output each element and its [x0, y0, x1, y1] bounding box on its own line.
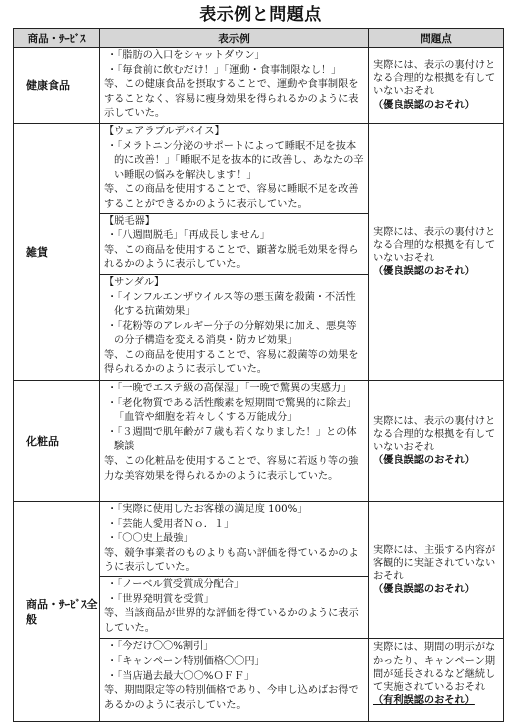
- example-cell: [100, 502, 369, 639]
- example-text: 等、この商品を使用することで、容易に殺菌等の効果を得られるかのように表示していた。: [104, 349, 359, 376]
- header-product: 商品・ｻｰﾋﾞｽ: [14, 29, 100, 48]
- example-text: 等、当該商品が世界的な評価を得ているかのように表示していた。: [104, 608, 359, 634]
- problem-cell: [369, 48, 504, 124]
- example-bullet: ・「〇〇史上最強」: [107, 533, 194, 545]
- example-text: 等、この健康食品を摂取することで、運動や食事制限をすることなく、容易に痩身効果を得られるかのように表示していた。: [104, 79, 359, 120]
- example-group: [104, 503, 365, 576]
- example-cell: [100, 123, 369, 380]
- problem-text: 実際には、表示の裏付けとなる合理的な根拠を有していないおそれ: [373, 415, 496, 454]
- example-bullet: ・「実際に使用したお客様の満足度 100%」: [107, 504, 308, 516]
- problem-cell: [369, 123, 504, 380]
- example-group: [100, 576, 368, 637]
- example-bullet: ・「一晩でエステ級の高保湿」「一晩で驚異の実感力」: [107, 383, 352, 395]
- problem-cell: [369, 639, 504, 722]
- warning-label: （優良誤認のおそれ）: [373, 455, 475, 467]
- category-cell: 商品・ｻｰﾋﾞｽ全般: [14, 502, 100, 722]
- example-bullet: ・「老化物質である活性酸素を短期間で驚異的に除去」「血管や細胞を若々しくする万能成分」: [107, 397, 357, 424]
- page-title: 表示例と問題点: [199, 5, 322, 25]
- example-text: 等、期間限定等の特別価格であり、今申し込めばお得であるかのように表示していた。: [104, 685, 359, 711]
- table-row: [14, 48, 504, 124]
- example-bullet: ・「今だけ〇〇%割引」: [107, 641, 214, 653]
- warning-label: （優良誤認のおそれ）: [373, 584, 475, 596]
- example-bullet: ・「メラトニン分泌のサポートによって睡眠不足を抜本的に改善！」「睡眠不足を抜本的に改善し、あなたの辛い睡眠の悩みを解決します！」: [107, 140, 364, 181]
- example-bullet: ・「キャンペーン特別価格〇〇円」: [107, 656, 265, 667]
- example-text: 等、競争事業者のものよりも高い評価を得ているかのように表示していた。: [104, 547, 359, 574]
- problem-text: 実際には、主張する内容が客観的に実証されていないおそれ: [373, 544, 496, 583]
- header-problem: 問題点: [369, 29, 504, 48]
- table-header-row: [14, 29, 504, 48]
- example-text: 等、この商品を使用することで、容易に睡眠不足を改善することができるかのように表示していた。: [104, 184, 359, 210]
- example-bullet: ・「世界発明賞を受賞」: [107, 593, 214, 605]
- example-bullet: ・「八週間脱毛」「再成長しません」: [107, 230, 270, 242]
- example-group: [100, 274, 368, 379]
- example-cell: [100, 48, 369, 124]
- example-bullet: ・「花粉等のアレルギー分子の分解効果に加え、悪臭等の分子構造を変える消臭・防カビ効果」: [107, 320, 357, 347]
- example-cell: [100, 381, 369, 502]
- example-text: 等、この化粧品を使用することで、容易に若返り等の強力な美容効果を得られるかのように表示していた。: [104, 456, 359, 482]
- category-cell: 雑貨: [14, 123, 100, 380]
- problem-text: 実際には、表示の裏付けとなる合理的な根拠を有していないおそれ: [373, 60, 496, 98]
- header-example: 表示例: [100, 29, 369, 48]
- category-cell: 健康食品: [14, 48, 100, 124]
- example-bullet: ・「脂肪の入口をシャットダウン」: [107, 50, 265, 61]
- group-heading: 【ウェアラブルデバイス】: [104, 125, 225, 137]
- example-group: [100, 213, 368, 274]
- problem-cell: [369, 381, 504, 502]
- category-cell: 化粧品: [14, 381, 100, 502]
- table-row: [14, 123, 504, 380]
- example-text: 等、この商品を使用することで、顕著な脱毛効果を得られるかのように表示していた。: [104, 244, 359, 271]
- warning-label: （優良誤認のおそれ）: [373, 266, 475, 278]
- example-cell: [100, 639, 369, 722]
- problem-cell: [369, 502, 504, 639]
- warning-label: （優良誤認のおそれ）: [373, 99, 475, 111]
- table-row: [14, 502, 504, 639]
- example-group: [104, 125, 365, 213]
- problem-text: 実際には、期間の明示がなかったり、キャンペーン期間が延長されるなど継続して実施されているおそれ: [373, 642, 496, 694]
- example-bullet: ・「毎食前に飲むだけ！」「運動・食事制限なし！」: [107, 64, 342, 76]
- group-heading: 【サンダル】: [104, 276, 165, 288]
- warning-label: （有利誤認のおそれ）: [373, 695, 475, 707]
- example-bullet: ・「インフルエンザウイルス等の悪玉菌を殺菌・不活性化する抗菌効果」: [107, 291, 356, 318]
- examples-table: [13, 28, 504, 722]
- example-bullet: ・「３週間で肌年齢が７歳も若くなりました！」との体験談: [107, 426, 357, 453]
- group-heading: 【脱毛器】: [104, 215, 155, 227]
- table-row: [14, 381, 504, 502]
- example-bullet: ・「芸能人愛用者Ｎｏ．１」: [107, 518, 235, 530]
- example-bullet: ・「当店過去最大〇〇%ＯＦＦ」: [107, 670, 255, 682]
- example-bullet: ・「ノーベル賞受賞成分配合」: [107, 579, 245, 591]
- problem-text: 実際には、表示の裏付けとなる合理的な根拠を有していないおそれ: [373, 226, 496, 265]
